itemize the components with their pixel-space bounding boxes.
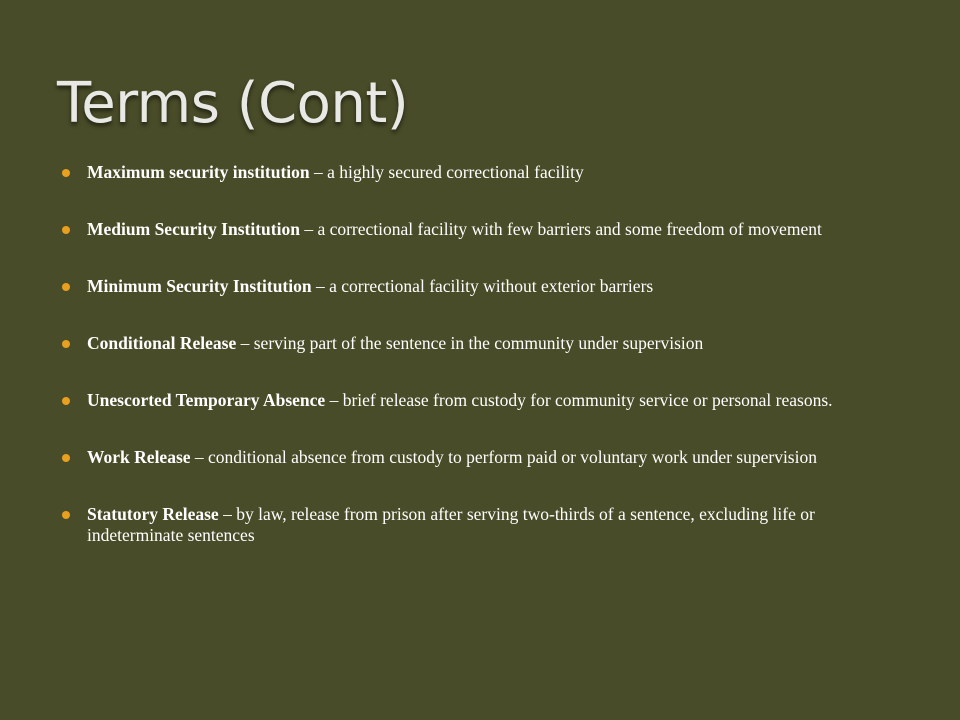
terms-list [62, 162, 912, 546]
list-item [62, 219, 912, 240]
term-definition: by law, release from prison after serving two-thirds of a sentence, excluding life or indeterminate sentences [87, 504, 815, 545]
term-separator: – [236, 333, 254, 353]
bullet-icon [62, 397, 70, 405]
term-separator: – [309, 162, 328, 182]
list-item [62, 276, 912, 297]
bullet-icon [62, 169, 70, 177]
list-item [62, 504, 912, 546]
list-item [62, 390, 912, 411]
term-name: Conditional Release [87, 333, 237, 353]
term-name: Maximum security institution [87, 162, 310, 182]
term-name: Unescorted Temporary Absence [87, 390, 326, 410]
bullet-icon [62, 340, 70, 348]
term-separator: – [299, 219, 318, 239]
term-name: Statutory Release [87, 504, 219, 524]
term-definition: serving part of the sentence in the community under supervision [253, 333, 704, 353]
list-item [62, 333, 912, 354]
list-item [62, 447, 912, 468]
term-definition: a highly secured correctional facility [327, 162, 584, 182]
term-separator: – [218, 504, 237, 524]
term-separator: – [325, 390, 343, 410]
term-definition: a correctional facility with few barriers and some freedom of movement [317, 219, 822, 239]
term-name: Medium Security Institution [87, 219, 300, 239]
term-separator: – [190, 447, 209, 467]
bullet-icon [62, 454, 70, 462]
list-item [62, 162, 912, 183]
bullet-icon [62, 226, 70, 234]
term-separator: – [311, 276, 330, 296]
term-name: Work Release [87, 447, 191, 467]
term-definition: brief release from custody for community service or personal reasons. [342, 390, 833, 410]
term-definition: a correctional facility without exterior barriers [329, 276, 654, 296]
term-name: Minimum Security Institution [87, 276, 312, 296]
slide-title: Terms (Cont) [57, 71, 409, 136]
bullet-icon [62, 511, 70, 519]
bullet-icon [62, 283, 70, 291]
term-definition: conditional absence from custody to perform paid or voluntary work under supervision [208, 447, 817, 467]
